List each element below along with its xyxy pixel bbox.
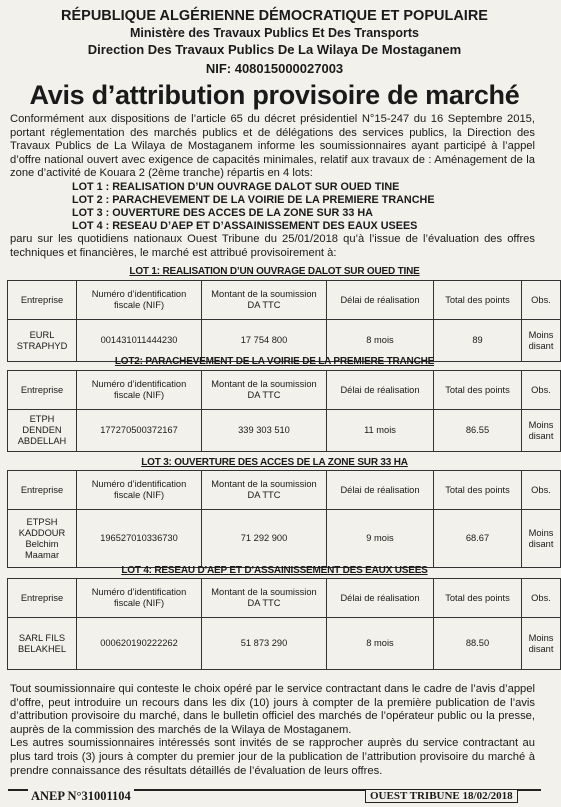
company-cell: SARL FILS BELAKHEL xyxy=(8,618,77,670)
amount-cell: 17 754 800 xyxy=(202,320,327,362)
header-cell: Obs. xyxy=(522,281,561,320)
consultation-paragraph: Les autres soumissionnaires intéressés sont invités de se rapprocher auprès du service contractant au plus tard trois (3) jours à compter du premier jour de la publication de l’attribution provisoire du marché à prendre connaissance des résultats détaillés de l’évaluation de leurs offres. xyxy=(10,737,535,777)
journal-reference: OUEST TRIBUNE 18/02/2018 xyxy=(365,789,518,803)
header-cell: Entreprise xyxy=(8,371,77,410)
notice-title: Avis d’attribution provisoire de marché xyxy=(29,80,520,110)
points-cell: 89 xyxy=(434,320,522,362)
header-cell: Total des points xyxy=(434,471,522,510)
table-header-row xyxy=(8,471,561,510)
nif-cell: 000620190222262 xyxy=(77,618,202,670)
header-cell: Total des points xyxy=(434,371,522,410)
delay-cell: 8 mois xyxy=(327,320,434,362)
header-cell: Numéro d’identification fiscale (NIF) xyxy=(77,579,202,618)
header-cell: Délai de réalisation xyxy=(327,471,434,510)
header-cell: Entreprise xyxy=(8,281,77,320)
obs-cell: Moins disant xyxy=(522,320,561,362)
delay-cell: 11 mois xyxy=(327,410,434,452)
closing-paragraphs xyxy=(10,683,535,778)
header-cell: Total des points xyxy=(434,579,522,618)
header-cell: Entreprise xyxy=(8,579,77,618)
header-cell: Numéro d’identification fiscale (NIF) xyxy=(77,471,202,510)
company-cell: EURL STRAPHYD xyxy=(8,320,77,362)
obs-cell: Moins disant xyxy=(522,510,561,568)
points-cell: 88.50 xyxy=(434,618,522,670)
header-cell: Obs. xyxy=(522,579,561,618)
points-cell: 86.55 xyxy=(434,410,522,452)
delay-cell: 9 mois xyxy=(327,510,434,568)
ministry-heading: Ministère des Travaux Publics Et Des Transports xyxy=(130,26,419,40)
lot2-title: LOT2: PARACHEVEMENT DE LA VOIRIE DE LA PREMIERE TRANCHE xyxy=(114,356,435,367)
header-cell: Numéro d’identification fiscale (NIF) xyxy=(77,281,202,320)
table-header-row xyxy=(8,371,561,410)
anep-reference: ANEP N°31001104 xyxy=(28,789,134,804)
header-cell: Entreprise xyxy=(8,471,77,510)
amount-cell: 51 873 290 xyxy=(202,618,327,670)
lot4-table xyxy=(7,578,561,670)
republic-heading: RÉPUBLIQUE ALGÉRIENNE DÉMOCRATIQUE ET POPULAIRE xyxy=(61,8,488,24)
points-cell: 68.67 xyxy=(434,510,522,568)
header-cell: Montant de la soumission DA TTC xyxy=(202,281,327,320)
header-cell: Délai de réalisation xyxy=(327,579,434,618)
table-row xyxy=(8,618,561,670)
direction-heading: Direction Des Travaux Publics De La Wilaya De Mostaganem xyxy=(87,42,462,57)
lot-list-item: LOT 3 : OUVERTURE DES ACCES DE LA ZONE SUR 33 HA xyxy=(72,207,373,219)
table-row xyxy=(8,410,561,452)
table-header-row xyxy=(8,579,561,618)
obs-cell: Moins disant xyxy=(522,618,561,670)
nif-cell: 001431011444230 xyxy=(77,320,202,362)
appeal-paragraph: Tout soumissionnaire qui conteste le choix opéré par le service contractant dans le cadre de l’avis d’appel d’offre, peut introduire un recours dans les dix (10) jours à compter de la première publication de l’avis d’attribution provisoire du marché, dans le bulletin officiel des marchés de l’opérateur public ou la presse, auprès de la commission des marchés de la Wilaya de Mostaganem. xyxy=(10,683,535,736)
award-paragraph: paru sur les quotidiens nationaux Ouest Tribune du 25/01/2018 qu’à l’issue de l’évaluation des offres techniques et financières, le marché est attribué provisoirement à: xyxy=(10,233,535,259)
lot4-title: LOT 4: RESEAU D’AEP ET D’ASSAINISSEMENT DES EAUX USEES xyxy=(121,565,428,576)
table-row xyxy=(8,510,561,568)
lots-list xyxy=(72,181,435,233)
company-cell: ETPSH KADDOUR Belchim Maamar xyxy=(8,510,77,568)
header-cell: Numéro d’identification fiscale (NIF) xyxy=(77,371,202,410)
header-cell: Montant de la soumission DA TTC xyxy=(202,471,327,510)
lot1-table xyxy=(7,280,561,362)
header-cell: Obs. xyxy=(522,371,561,410)
lot-list-item: LOT 2 : PARACHEVEMENT DE LA VOIRIE DE LA PREMIERE TRANCHE xyxy=(72,194,435,206)
amount-cell: 339 303 510 xyxy=(202,410,327,452)
nif-cell: 177270500372167 xyxy=(77,410,202,452)
header-cell: Montant de la soumission DA TTC xyxy=(202,371,327,410)
amount-cell: 71 292 900 xyxy=(202,510,327,568)
header-cell: Total des points xyxy=(434,281,522,320)
obs-cell: Moins disant xyxy=(522,410,561,452)
lot3-title: LOT 3: OUVERTURE DES ACCES DE LA ZONE SUR 33 HA xyxy=(141,457,408,468)
lot-list-item: LOT 1 : REALISATION D’UN OUVRAGE DALOT SUR OUED TINE xyxy=(72,181,400,193)
intro-paragraph: Conformément aux dispositions de l’article 65 du décret présidentiel N°15-247 du 16 Septembre 2015, portant réglementation des marchés publics et de délégations des services publics, la Direction des Travaux Publics de La Wilaya de Mostaganem informe les soumissionnaires ayant participé à l’appel d’offre national ouvert avec exigence de capacités minimales, relatif aux travaux de : Aménagement de la zone d’activité de Kouara 2 (2ème tranche) répartis en 4 lots: xyxy=(10,113,535,179)
header-cell: Délai de réalisation xyxy=(327,371,434,410)
table-header-row xyxy=(8,281,561,320)
header-cell: Obs. xyxy=(522,471,561,510)
header-cell: Délai de réalisation xyxy=(327,281,434,320)
nif-heading: NIF: 408015000027003 xyxy=(205,61,344,76)
nif-cell: 196527010336730 xyxy=(77,510,202,568)
header-cell: Montant de la soumission DA TTC xyxy=(202,579,327,618)
lot-list-item: LOT 4 : RESEAU D’AEP ET D’ASSAINISSEMENT DES EAUX USEES xyxy=(72,220,418,232)
delay-cell: 8 mois xyxy=(327,618,434,670)
lot1-title: LOT 1: REALISATION D’UN OUVRAGE DALOT SUR OUED TINE xyxy=(129,266,420,277)
company-cell: ETPH DENDEN ABDELLAH xyxy=(8,410,77,452)
lot2-table xyxy=(7,370,561,452)
lot3-table xyxy=(7,470,561,568)
